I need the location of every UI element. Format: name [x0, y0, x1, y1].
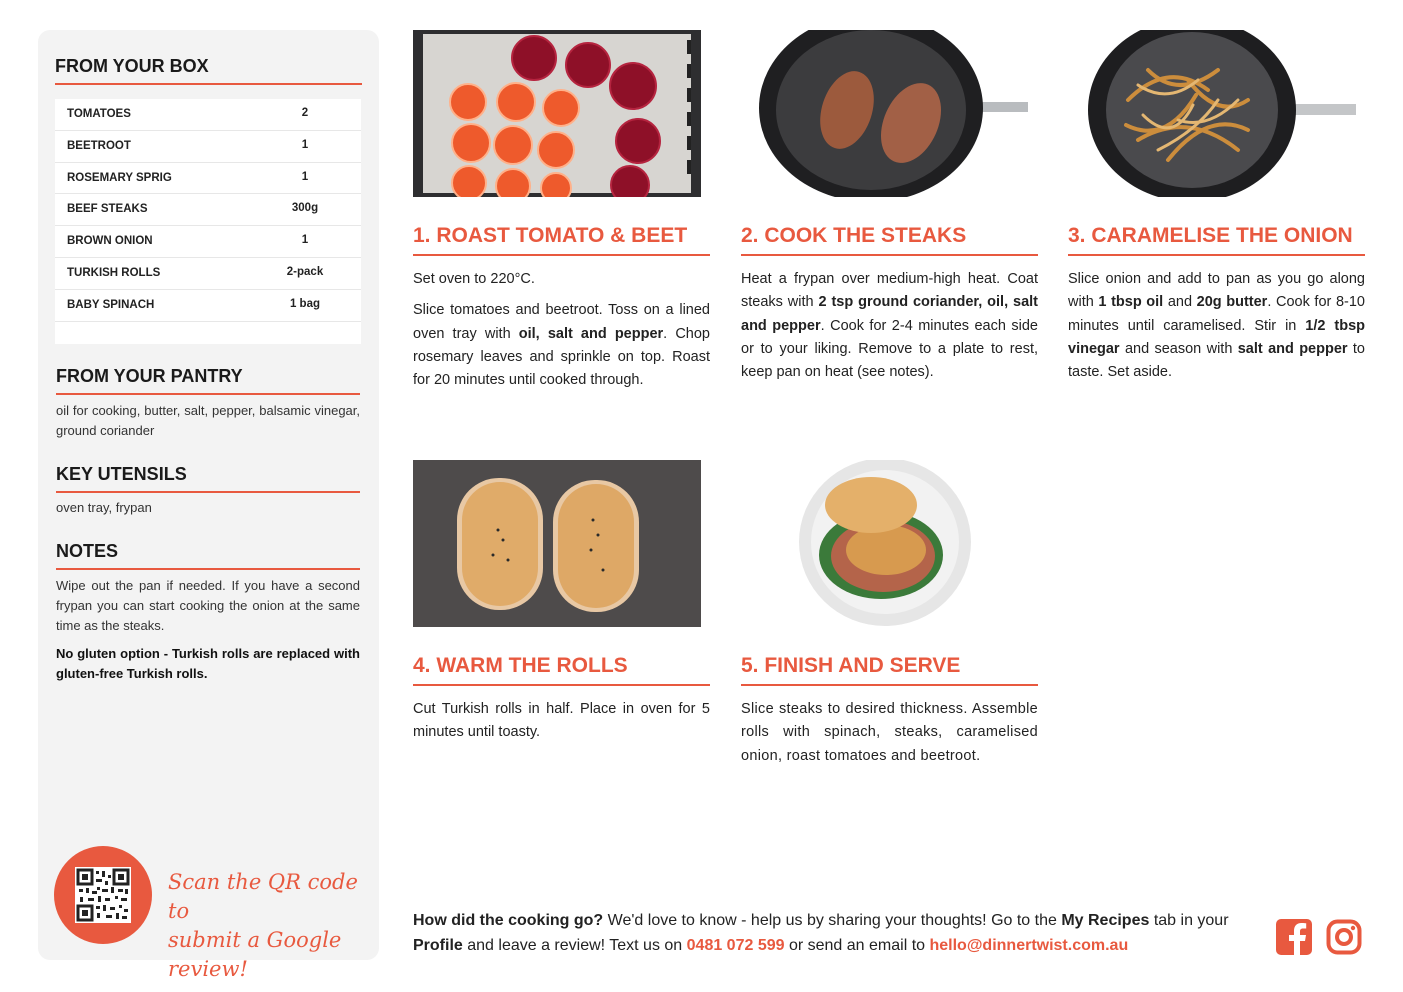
ingredient-qty: 300g	[291, 202, 319, 215]
ingredient-row	[55, 290, 361, 322]
step-4-body	[413, 698, 710, 753]
qr-call-to-action	[168, 868, 379, 984]
ingredient-qty: 2	[301, 107, 309, 119]
qr-code-icon	[75, 867, 131, 923]
step-1-paragraph-2: Slice tomatoes and beetroot. Toss on a lined oven tray with oil, salt and pepper. Chop rosemary leaves and sprinkle on top. Roast for 20 minutes until cooked through.	[413, 302, 710, 389]
roast-tray-photo	[413, 30, 701, 197]
step-2-paragraph: Heat a frypan over medium-high heat. Coat steaks with 2 tsp ground coriander, oil, salt and pepper. Cook for 2-4 minutes each side or to your liking. Remove to a plate to rest, keep pan on heat (see notes).	[741, 271, 1038, 381]
qr-text-line-1: Scan the QR code to	[168, 870, 358, 923]
step-5-heading: 5. FINISH AND SERVE	[741, 654, 1038, 686]
step-2-body	[741, 268, 1038, 392]
rolls-photo	[413, 460, 701, 627]
qr-code-badge[interactable]	[54, 846, 152, 944]
step-4-paragraph: Cut Turkish rolls in half. Place in oven for 5 minutes until toasty.	[413, 701, 710, 741]
utensils-text: oven tray, frypan	[56, 500, 152, 515]
notes-text: Wipe out the pan if needed. If you have a second frypan you can start cooking the onion at the same time as the steaks.	[56, 578, 360, 633]
ingredients-table	[55, 99, 361, 344]
steaks-pan-photo	[741, 30, 1038, 197]
from-your-box-heading: FROM YOUR BOX	[55, 56, 362, 85]
ingredient-row	[55, 226, 361, 258]
instagram-icon[interactable]	[1326, 919, 1362, 955]
ingredient-qty: 1	[301, 234, 309, 247]
profile-link[interactable]: Profile	[413, 937, 463, 954]
step-1-paragraph-1: Set oven to 220°C.	[413, 271, 535, 287]
ingredient-row	[55, 163, 361, 195]
ingredient-qty: 1	[301, 138, 309, 151]
ingredient-name: ROSEMARY SPRIG	[67, 171, 172, 184]
ingredient-row	[55, 194, 361, 226]
ingredient-name: BROWN ONION	[67, 235, 153, 248]
ingredient-row	[55, 258, 361, 290]
facebook-icon[interactable]	[1276, 919, 1312, 955]
step-1-heading: 1. ROAST TOMATO & BEET	[413, 224, 710, 256]
step-3-heading: 3. CARAMELISE THE ONION	[1068, 224, 1365, 256]
ingredient-name: BEEF STEAKS	[67, 203, 148, 216]
ingredient-name: TOMATOES	[67, 108, 131, 120]
ingredient-qty: 1	[301, 170, 309, 183]
step-3-body	[1068, 268, 1365, 392]
ingredient-name: BEETROOT	[67, 139, 131, 152]
ingredient-qty: 1 bag	[289, 297, 321, 310]
step-1-body	[413, 268, 710, 400]
my-recipes-link[interactable]: My Recipes	[1061, 912, 1150, 929]
step-5-body	[741, 698, 1038, 776]
finished-burger-photo	[741, 460, 1038, 627]
notes-heading: NOTES	[56, 541, 360, 570]
step-5-paragraph: Slice steaks to desired thickness. Assemble rolls with spinach, steaks, caramelised onion, roast tomatoes and beetroot.	[741, 701, 1038, 764]
review-footer: How did the cooking go? We'd love to know - help us by sharing your thoughts! Go to the My Recipes tab in your Profile and leave a review! Text us on 0481 072 599 or send an email to hello@dinnertwist.com.au	[413, 912, 1229, 954]
qr-text-line-2: submit a Google review!	[168, 928, 342, 981]
footer-question: How did the cooking go?	[413, 912, 604, 929]
step-2-heading: 2. COOK THE STEAKS	[741, 224, 1038, 256]
key-utensils-heading: KEY UTENSILS	[56, 464, 360, 493]
phone-link[interactable]: 0481 072 599	[686, 937, 785, 954]
sidebar	[38, 30, 379, 981]
ingredient-name: BABY SPINACH	[67, 298, 155, 311]
step-3-paragraph: Slice onion and add to pan as you go along with 1 tbsp oil and 20g butter. Cook for 8-10 minutes until caramelised. Stir in 1/2 tbsp vinegar and season with salt and pepper to taste. Set aside.	[1068, 271, 1365, 381]
email-link[interactable]: hello@dinnertwist.com.au	[929, 937, 1129, 954]
onion-pan-photo	[1068, 30, 1365, 197]
ingredient-row	[55, 131, 361, 163]
pantry-text: oil for cooking, butter, salt, pepper, balsamic vinegar, ground coriander	[56, 403, 360, 438]
from-your-pantry-heading: FROM YOUR PANTRY	[56, 366, 360, 395]
ingredient-qty: 2-pack	[286, 265, 324, 278]
ingredient-row	[55, 99, 361, 131]
step-4-heading: 4. WARM THE ROLLS	[413, 654, 710, 686]
notes-bold: No gluten option - Turkish rolls are replaced with gluten-free Turkish rolls.	[56, 646, 360, 681]
ingredient-name: TURKISH ROLLS	[67, 266, 161, 279]
